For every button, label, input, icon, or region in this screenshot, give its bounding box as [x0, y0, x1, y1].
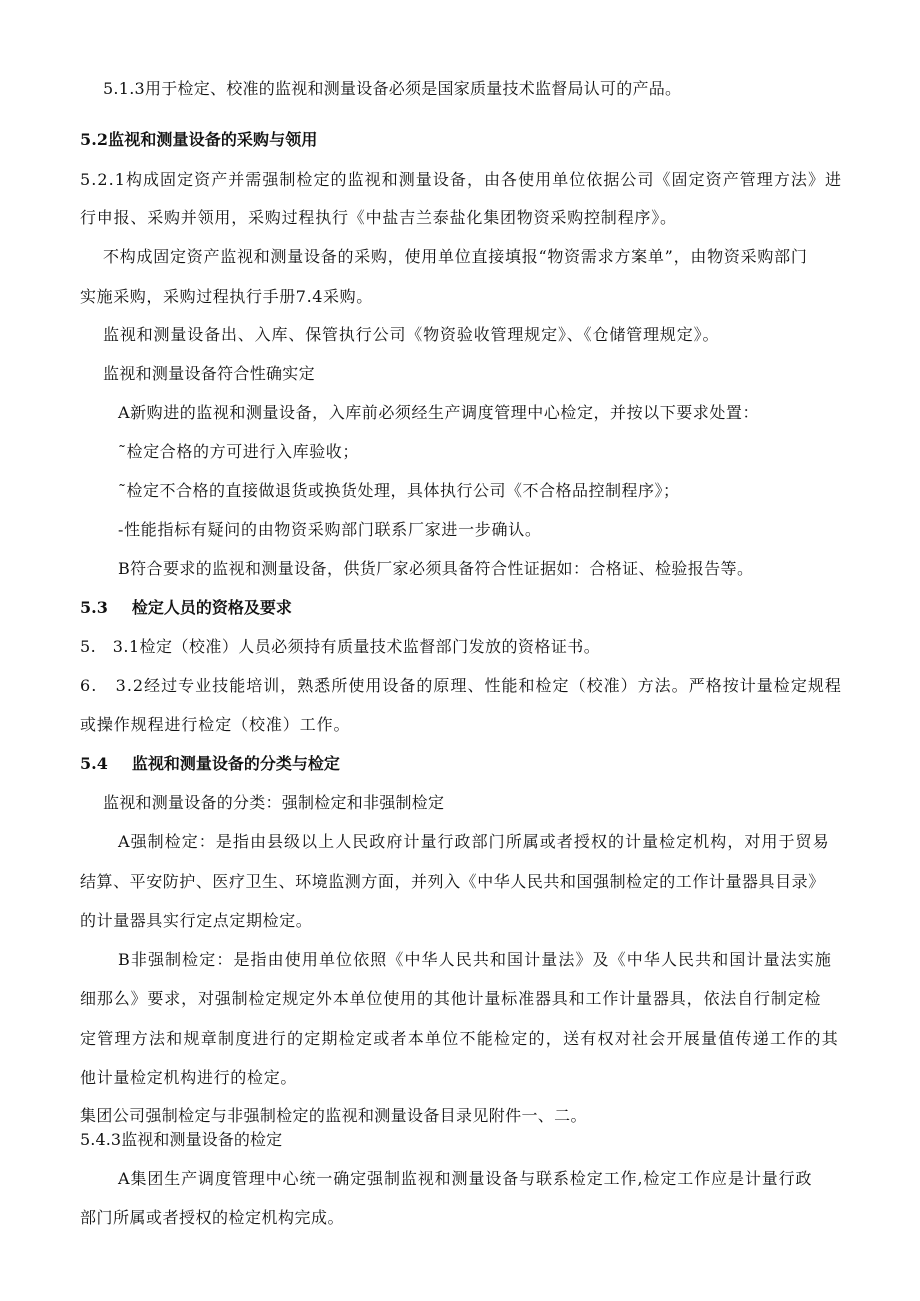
item-b-nonmandatory-line-3: 定管理方法和规章制度进行的定期检定或者本单位不能检定的，送有权对社会开展量值传递工作的其: [80, 1029, 840, 1048]
clause-5-2-1-line-2: 行申报、采购并领用，采购过程执行《中盐吉兰泰盐化集团物资采购控制程序》。: [80, 208, 677, 227]
heading-5-4-number: 5.4: [80, 754, 108, 773]
heading-5-3-title: 检定人员的资格及要求: [131, 598, 292, 617]
item-a-group-center-line-1: A集团生产调度管理中心统一确定强制监视和测量设备与联系检定工作,检定工作应是计量行政: [118, 1169, 813, 1188]
item-a-mandatory-line-3: 的计量器具实行定点定期检定。: [80, 911, 313, 930]
conformity-heading: 监视和测量设备符合性确实定: [103, 364, 315, 383]
bullet-doubtful: -性能指标有疑问的由物资采购部门联系厂家进一步确认。: [118, 520, 542, 539]
storage-rule: 监视和测量设备出、入库、保管执行公司《物资验收管理规定》、《仓储管理规定》。: [103, 325, 720, 344]
clause-5-1-3: 5.1.3用于检定、校准的监视和测量设备必须是国家质量技术监督局认可的产品。: [103, 79, 682, 98]
item-a-mandatory-line-1: A强制检定：是指由县级以上人民政府计量行政部门所属或者授权的计量检定机构，对用于贸易: [118, 832, 830, 851]
clause-5-3-2-line-1: 6. 3.2经过专业技能培训，熟悉所使用设备的原理、性能和检定（校准）方法。严格按计量检定规程: [80, 676, 842, 695]
item-a-group-center-line-2: 部门所属或者授权的检定机构完成。: [80, 1208, 345, 1227]
heading-5-4: [80, 754, 340, 774]
bullet-unqualified: ˜检定不合格的直接做退货或换货处理，具体执行公司《不合格品控制程序》；: [118, 481, 680, 500]
item-a-new-purchase: A新购进的监视和测量设备，入库前必须经生产调度管理中心检定，并按以下要求处置：: [118, 403, 760, 422]
clause-5-4-3-heading: 5.4.3监视和测量设备的检定: [80, 1130, 283, 1149]
clause-5-3-2-line-2: 或操作规程进行检定（校准）工作。: [80, 715, 351, 734]
clause-5-3-1: 5. 3.1检定（校准）人员必须持有质量技术监督部门发放的资格证书。: [80, 637, 601, 656]
non-fixed-asset-purchase-line-2: 实施采购，采购过程执行手册7.4采购。: [80, 287, 373, 306]
item-b-nonmandatory-line-1: B非强制检定：是指由使用单位依照《中华人民共和国计量法》及《中华人民共和国计量法实施: [118, 950, 832, 969]
heading-5-4-title: 监视和测量设备的分类与检定: [131, 754, 340, 773]
item-b-certificate: B符合要求的监视和测量设备，供货厂家必须具备符合性证据如：合格证、检验报告等。: [118, 559, 754, 578]
catalog-note: 集团公司强制检定与非强制检定的监视和测量设备目录见附件一、二。: [80, 1106, 587, 1125]
heading-5-3: [80, 598, 292, 618]
classification-heading: 监视和测量设备的分类：强制检定和非强制检定: [103, 793, 445, 812]
item-b-nonmandatory-line-4: 他计量检定机构进行的检定。: [80, 1068, 298, 1087]
non-fixed-asset-purchase-line-1: 不构成固定资产监视和测量设备的采购，使用单位直接填报“物资需求方案单”，由物资采购部门: [103, 247, 808, 266]
item-a-mandatory-line-2: 结算、平安防护、医疗卫生、环境监测方面，并列入《中华人民共和国强制检定的工作计量器具目录》: [80, 872, 825, 891]
clause-5-2-1-line-1: 5.2.1构成固定资产并需强制检定的监视和测量设备，由各使用单位依据公司《固定资产管理方法》进: [80, 170, 843, 189]
item-b-nonmandatory-line-2: 细那么》要求，对强制检定规定外本单位使用的其他计量标准器具和工作计量器具，依法自行制定检: [80, 989, 822, 1008]
heading-5-2: 5.2监视和测量设备的采购与领用: [80, 130, 318, 149]
heading-5-3-number: 5.3: [80, 598, 108, 617]
bullet-qualified: ˜检定合格的方可进行入库验收；: [118, 442, 360, 461]
